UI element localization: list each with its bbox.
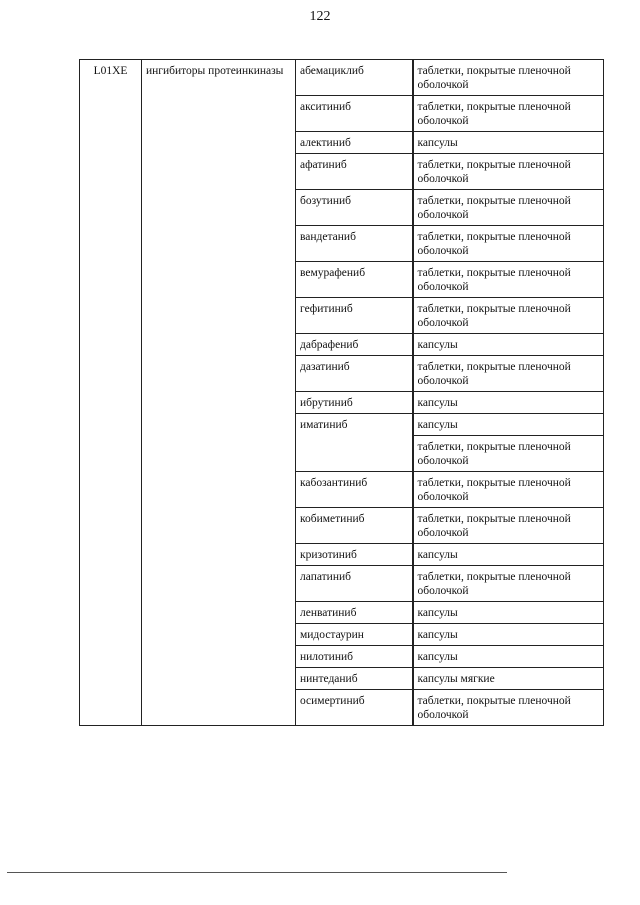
drug-name-cell: гефитиниб [296,298,413,334]
atc-code-cell: L01XE [80,60,142,726]
drug-name-cell: вандетаниб [296,226,413,262]
medication-table-body [80,60,604,726]
dosage-form-cell: таблетки, покрытые пленочной оболочкой [413,356,604,392]
drug-name-cell: алектиниб [296,132,413,154]
drug-name-cell: лапатиниб [296,566,413,602]
dosage-form-cell: таблетки, покрытые пленочной оболочкой [413,436,604,472]
dosage-form-cell: таблетки, покрытые пленочной оболочкой [413,690,604,726]
drug-name-cell: кабозантиниб [296,472,413,508]
dosage-form-cell: капсулы [413,334,604,356]
medication-table [79,59,604,726]
footer-rule [7,872,507,873]
drug-name-cell: дабрафениб [296,334,413,356]
drug-name-cell: абемациклиб [296,60,413,96]
page-number: 122 [309,9,331,24]
dosage-form-cell: таблетки, покрытые пленочной оболочкой [413,60,604,96]
dosage-form-cell: таблетки, покрытые пленочной оболочкой [413,190,604,226]
dosage-form-cell: таблетки, покрытые пленочной оболочкой [413,298,604,334]
drug-name-cell: кризотиниб [296,544,413,566]
dosage-form-cell: таблетки, покрытые пленочной оболочкой [413,226,604,262]
dosage-form-cell: капсулы [413,602,604,624]
drug-name-cell: ленватиниб [296,602,413,624]
table-row [80,60,604,96]
drug-name-cell: дазатиниб [296,356,413,392]
dosage-form-cell: таблетки, покрытые пленочной оболочкой [413,566,604,602]
group-name-cell: ингибиторы протеинкиназы [142,60,296,726]
drug-name-cell: ибрутиниб [296,392,413,414]
dosage-form-cell: капсулы [413,392,604,414]
dosage-form-cell: капсулы [413,624,604,646]
drug-name-cell: акситиниб [296,96,413,132]
drug-name-cell: мидостаурин [296,624,413,646]
dosage-form-cell: капсулы [413,544,604,566]
dosage-form-cell: таблетки, покрытые пленочной оболочкой [413,262,604,298]
drug-name-cell: кобиметиниб [296,508,413,544]
dosage-form-cell: таблетки, покрытые пленочной оболочкой [413,472,604,508]
dosage-form-cell: таблетки, покрытые пленочной оболочкой [413,508,604,544]
dosage-form-cell: капсулы [413,132,604,154]
drug-name-cell: вемурафениб [296,262,413,298]
dosage-form-cell: капсулы [413,414,604,436]
drug-name-cell: нинтеданиб [296,668,413,690]
dosage-form-cell: таблетки, покрытые пленочной оболочкой [413,96,604,132]
drug-name-cell: осимертиниб [296,690,413,726]
drug-name-cell: бозутиниб [296,190,413,226]
drug-name-cell: иматиниб [296,414,413,472]
drug-name-cell: афатиниб [296,154,413,190]
dosage-form-cell: капсулы мягкие [413,668,604,690]
drug-name-cell: нилотиниб [296,646,413,668]
dosage-form-cell: таблетки, покрытые пленочной оболочкой [413,154,604,190]
dosage-form-cell: капсулы [413,646,604,668]
